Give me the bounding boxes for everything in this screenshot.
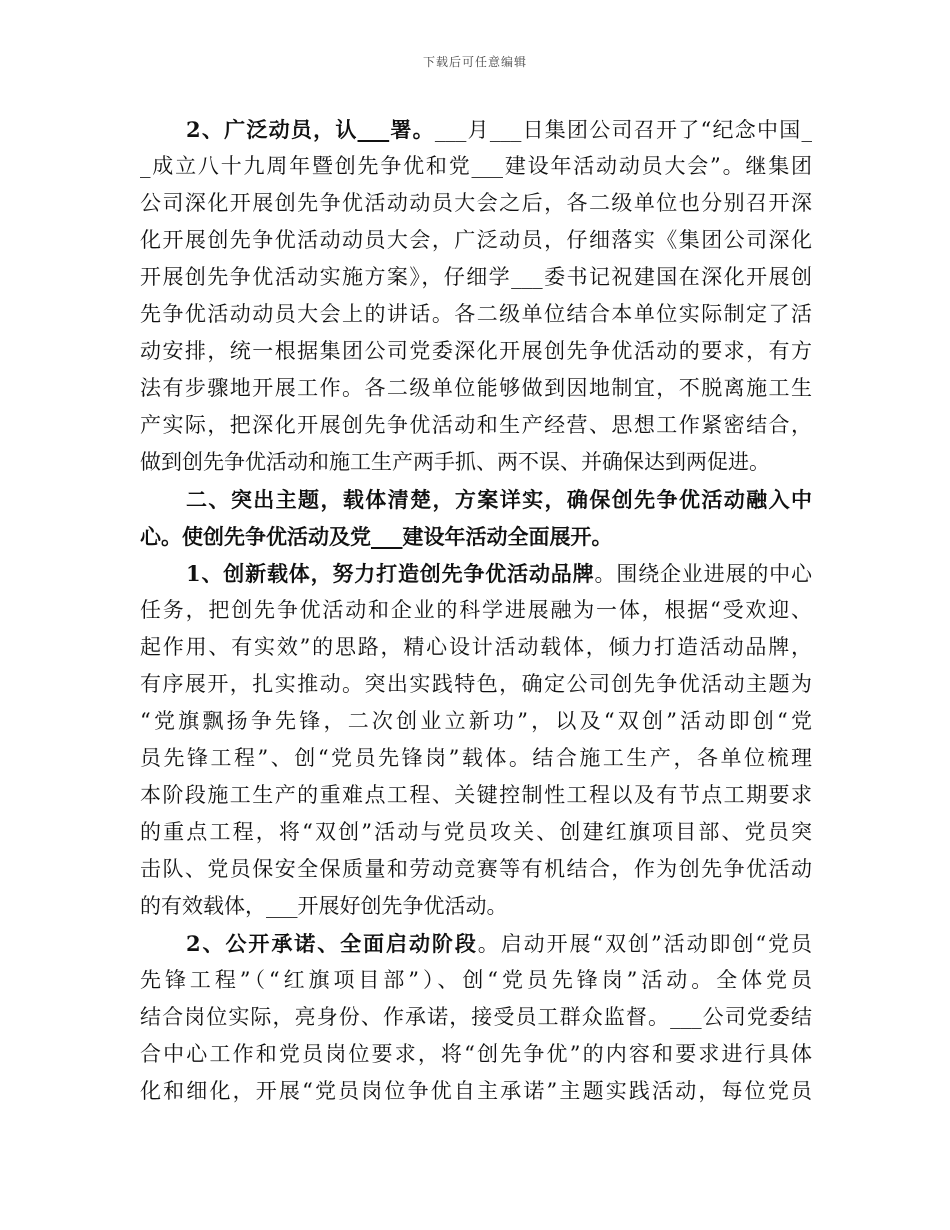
section-heading-line [140,481,812,518]
body-text: 的有效载体，___开展好创先争优活动。 [140,894,508,918]
body-text: 有序展开，扎实推动。突出实践特色，确定公司创先争优活动主题为 [140,672,812,696]
text-line [140,555,812,592]
body-text: 任务，把创先争优活动和企业的科学进展融为一体，根据“受欢迎、 [140,598,812,622]
text-line [140,259,812,296]
body-text: 起作用、有实效”的思路，精心设计活动载体，倾力打造活动品牌， [140,635,812,659]
text-line [140,925,812,962]
body-text: 动安排，统一根据集团公司党委深化开展创先争优活动的要求，有方 [140,339,812,363]
text-line [140,1073,812,1110]
text-line [140,666,812,703]
body-text: 员先锋工程”、创“党员先锋岗”载体。结合施工生产，各单位梳理 [140,746,812,770]
body-text: 。围绕企业进展的中心 [594,562,812,586]
body-text: “党旗飘扬争先锋，二次创业立新功”，以及“双创”活动即创“党 [140,709,812,733]
body-text: 本阶段施工生产的重难点工程、关键控制性工程以及有节点工期要求 [140,783,812,807]
body-text: 做到创先争优活动和施工生产两手抓、两不误、并确保达到两促进。 [140,450,770,474]
body-text: 合中心工作和党员岗位要求，将“创先争优”的内容和要求进行具体 [140,1042,812,1066]
text-line [140,333,812,370]
text-line [140,629,812,666]
text-line [140,1036,812,1073]
body-text: 。启动开展“双创”活动即创“党员 [477,932,812,956]
blank-underline: ___ [357,117,390,142]
body-text: 击队、党员保安全保质量和劳动竞赛等有机结合，作为创先争优活动 [140,857,812,881]
text-line [140,222,812,259]
body-text: 先锋工程”（“红旗项目部”）、创“党员先锋岗”活动。全体党员 [140,968,812,992]
text-line [140,999,812,1036]
text-line [140,407,812,444]
body-text: 的重点工程，将“双创”活动与党员攻关、创建红旗项目部、党员突 [140,820,812,844]
body-text: 化开展创先争优活动动员大会，广泛动员，仔细落实《集团公司深化 [140,228,812,252]
subheading-text: 1、创新载体，努力打造创先争优活动品牌 [186,561,595,586]
body-text: 开展创先争优活动实施方案》，仔细学___委书记祝建国在深化开展创 [140,265,812,289]
text-line [140,814,812,851]
text-line [140,703,812,740]
body-text: 化和细化，开展“党员岗位争优自主承诺”主题实践活动，每位党员 [140,1079,812,1103]
section-heading-line [140,518,812,555]
subheading-text: 2、广泛动员，认 [186,117,358,142]
body-text: 产实际，把深化开展创先争优活动和生产经营、思想工作紧密结合， [140,413,812,437]
body-text: 法有步骤地开展工作。各二级单位能够做到因地制宜，不脱离施工生 [140,376,812,400]
section-heading: 二、突出主题，载体清楚，方案详实，确保创先争优活动融入中 [186,487,812,512]
text-line [140,777,812,814]
text-line [140,296,812,333]
body-text: 先争优活动动员大会上的讲话。各二级单位结合本单位实际制定了活 [140,302,812,326]
text-line [140,444,812,481]
body-text: 结合岗位实际，亮身份、作承诺，接受员工群众监督。___公司党委结 [140,1005,812,1029]
text-line [140,185,812,222]
text-line [140,592,812,629]
text-line [140,888,812,925]
text-line [140,962,812,999]
text-line [140,851,812,888]
subheading-text: 2、公开承诺、全面启动阶段 [186,931,478,956]
text-line [140,370,812,407]
page-header: 下载后可任意编辑 [422,55,527,69]
text-line [140,111,812,148]
text-line [140,148,812,185]
document-body [140,111,812,1110]
body-text: _成立八十九周年暨创先争优和党___建设年活动动员大会”。继集团 [140,154,812,178]
body-text: ___月___日集团公司召开了“纪念中国_ [434,118,812,142]
section-heading: 心。使创先争优活动及党___建设年活动全面展开。 [140,524,613,549]
subheading-text: 署。 [389,117,435,142]
text-line [140,740,812,777]
body-text: 公司深化开展创先争优活动动员大会之后，各二级单位也分别召开深 [140,191,812,215]
